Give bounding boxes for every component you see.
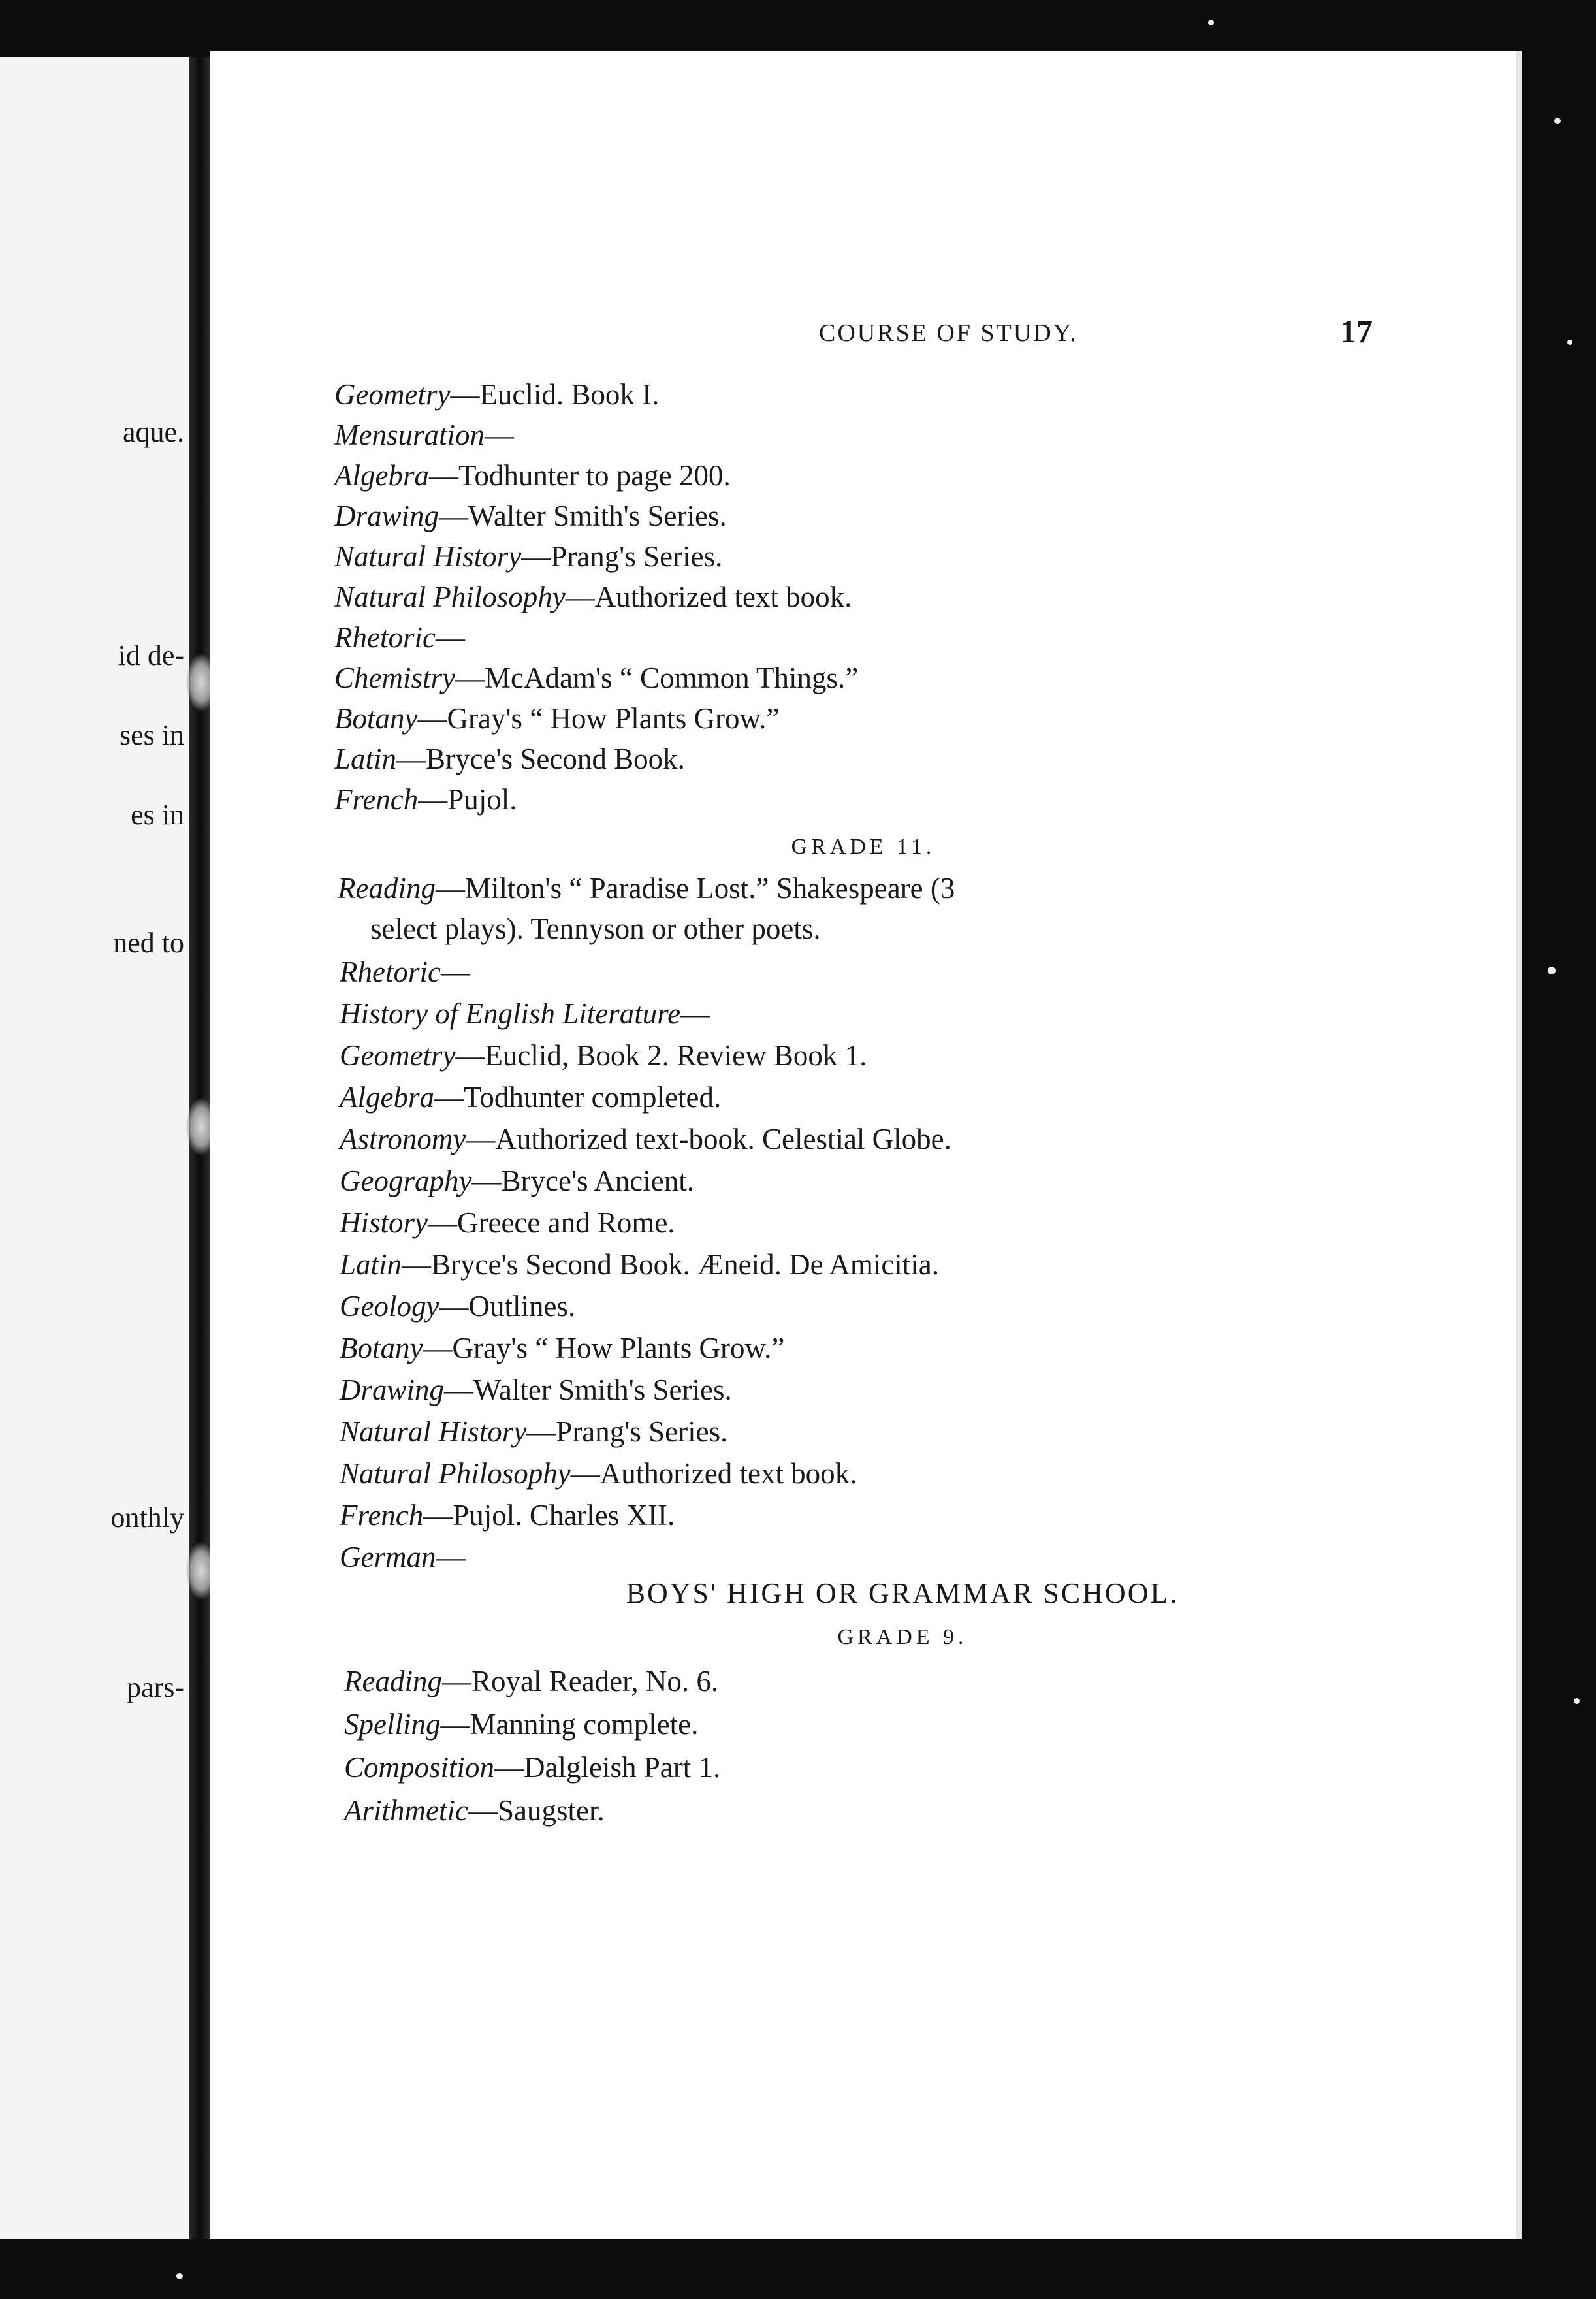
course-text: —Saugster. — [468, 1794, 605, 1827]
scan-speck — [1574, 1698, 1580, 1704]
course-subject: Algebra — [340, 1081, 434, 1114]
course-subject: Geometry — [334, 378, 451, 411]
course-entry — [340, 955, 470, 989]
course-text: —Royal Reader, No. 6. — [441, 1665, 719, 1697]
course-entry — [344, 1750, 720, 1784]
course-text: —Bryce's Second Book. — [396, 743, 685, 775]
course-entry — [334, 580, 852, 614]
course-subject: German — [340, 1541, 436, 1573]
left-page-text: onthly — [110, 1502, 184, 1534]
course-text: —Pujol. — [418, 783, 517, 816]
course-text: —Authorized text book. — [565, 581, 852, 613]
course-text: —Authorized text-book. Celestial Globe. — [466, 1123, 951, 1155]
course-entry — [340, 1540, 465, 1574]
course-entry — [340, 1373, 732, 1407]
scan-speck — [1567, 340, 1572, 345]
course-text: —Outlines. — [439, 1290, 576, 1323]
course-text: — — [680, 997, 710, 1030]
course-entry — [338, 871, 955, 905]
course-text: —Manning complete. — [440, 1708, 699, 1741]
left-page-text: id de- — [118, 639, 184, 671]
course-text: —Prang's Series. — [521, 540, 723, 573]
course-entry — [334, 661, 858, 695]
course-entry — [340, 1164, 694, 1198]
course-text: —Euclid, Book 2. Review Book 1. — [455, 1039, 867, 1072]
course-entry — [340, 1038, 867, 1072]
scan-speck — [1208, 20, 1214, 25]
course-entry — [344, 1707, 698, 1741]
left-page-fragment — [0, 57, 196, 2239]
course-text: —Gray's “ How Plants Grow.” — [423, 1332, 785, 1364]
section-heading: BOYS' HIGH OR GRAMMAR SCHOOL. — [626, 1577, 1179, 1609]
course-subject: Reading — [344, 1665, 442, 1697]
course-entry — [340, 1122, 951, 1156]
course-entry — [340, 1080, 721, 1114]
course-text: —Greece and Rome. — [428, 1206, 675, 1239]
course-entry — [340, 997, 710, 1031]
course-subject: Arithmetic — [344, 1794, 468, 1827]
course-subject: History of English Literature — [340, 997, 681, 1030]
course-subject: Rhetoric — [340, 956, 441, 988]
course-text: —Walter Smith's Series. — [439, 500, 727, 532]
book-page — [210, 51, 1516, 2239]
page-number: 17 — [1340, 313, 1373, 349]
course-subject: Drawing — [340, 1374, 445, 1406]
course-text: —Prang's Series. — [526, 1415, 728, 1448]
course-subject: Latin — [334, 743, 397, 775]
course-text: —Euclid. Book I. — [450, 378, 660, 411]
course-entry — [340, 1456, 857, 1490]
left-page-text: ses in — [120, 719, 184, 751]
course-entry — [334, 539, 722, 573]
course-text: —Walter Smith's Series. — [444, 1374, 732, 1406]
left-page-text: aque. — [122, 416, 184, 448]
course-text: —Todhunter completed. — [434, 1081, 722, 1114]
course-subject: Natural History — [334, 540, 522, 573]
course-subject: Algebra — [334, 459, 429, 492]
course-entry — [334, 620, 465, 654]
scan-speck — [1554, 118, 1561, 124]
course-entry — [340, 1415, 727, 1449]
course-entry — [340, 1331, 784, 1365]
left-page-text: pars- — [127, 1671, 184, 1703]
course-entry — [334, 418, 514, 452]
course-entry — [344, 1793, 605, 1827]
course-entry — [334, 458, 731, 492]
course-text: — — [436, 1541, 466, 1573]
left-page-text: es in — [131, 799, 184, 831]
course-entry — [334, 499, 727, 533]
course-entry — [340, 1247, 939, 1281]
course-entry — [340, 1289, 575, 1323]
course-subject: Natural History — [340, 1415, 527, 1448]
course-entry — [340, 1206, 675, 1240]
course-subject: Natural Philosophy — [334, 581, 566, 613]
course-subject: Rhetoric — [334, 621, 436, 654]
grade-11-heading: GRADE 11. — [791, 835, 936, 859]
course-text: —Bryce's Second Book. Æneid. De Amicitia. — [402, 1248, 940, 1281]
course-subject: Botany — [340, 1332, 423, 1364]
course-entry — [334, 378, 659, 411]
course-text: —Authorized text book. — [570, 1457, 857, 1490]
course-subject: Composition — [344, 1751, 495, 1784]
course-text: — — [435, 621, 465, 654]
course-subject: Astronomy — [340, 1123, 466, 1155]
course-subject: Geometry — [340, 1039, 456, 1072]
course-subject: Latin — [340, 1248, 402, 1281]
course-subject: Geology — [340, 1290, 439, 1323]
scan-speck — [176, 2273, 183, 2279]
course-text: —Gray's “ How Plants Grow.” — [417, 702, 780, 735]
course-text: —Todhunter to page 200. — [428, 459, 731, 492]
course-subject: History — [340, 1206, 428, 1239]
scan-speck — [1548, 967, 1556, 974]
course-text: — — [440, 956, 470, 988]
grade-9-heading: GRADE 9. — [837, 1625, 968, 1649]
course-entry-continuation: select plays). Tennyson or other poets. — [370, 912, 821, 945]
running-head: COURSE OF STUDY. — [819, 319, 1078, 347]
course-subject: Geography — [340, 1165, 472, 1197]
course-text: —Pujol. Charles XII. — [423, 1499, 675, 1532]
course-text: —Bryce's Ancient. — [471, 1165, 695, 1197]
course-text: — — [485, 419, 514, 451]
course-entry — [340, 1498, 675, 1532]
course-entry — [334, 782, 517, 816]
course-text: —Dalgleish Part 1. — [494, 1751, 721, 1784]
course-subject: Reading — [338, 872, 436, 905]
course-entry — [344, 1664, 718, 1698]
course-subject: Chemistry — [334, 662, 455, 694]
course-subject: Spelling — [344, 1708, 441, 1741]
course-entry — [334, 701, 779, 735]
course-subject: Natural Philosophy — [340, 1457, 571, 1490]
course-subject: Drawing — [334, 500, 439, 532]
course-subject: French — [340, 1499, 424, 1532]
course-text: —Milton's “ Paradise Lost.” Shakespeare (3 — [435, 872, 955, 905]
course-subject: French — [334, 783, 419, 816]
left-page-text: ned to — [113, 927, 184, 959]
course-subject: Botany — [334, 702, 418, 735]
course-text: —McAdam's “ Common Things.” — [455, 662, 859, 694]
course-subject: Mensuration — [334, 419, 485, 451]
course-entry — [334, 742, 685, 776]
